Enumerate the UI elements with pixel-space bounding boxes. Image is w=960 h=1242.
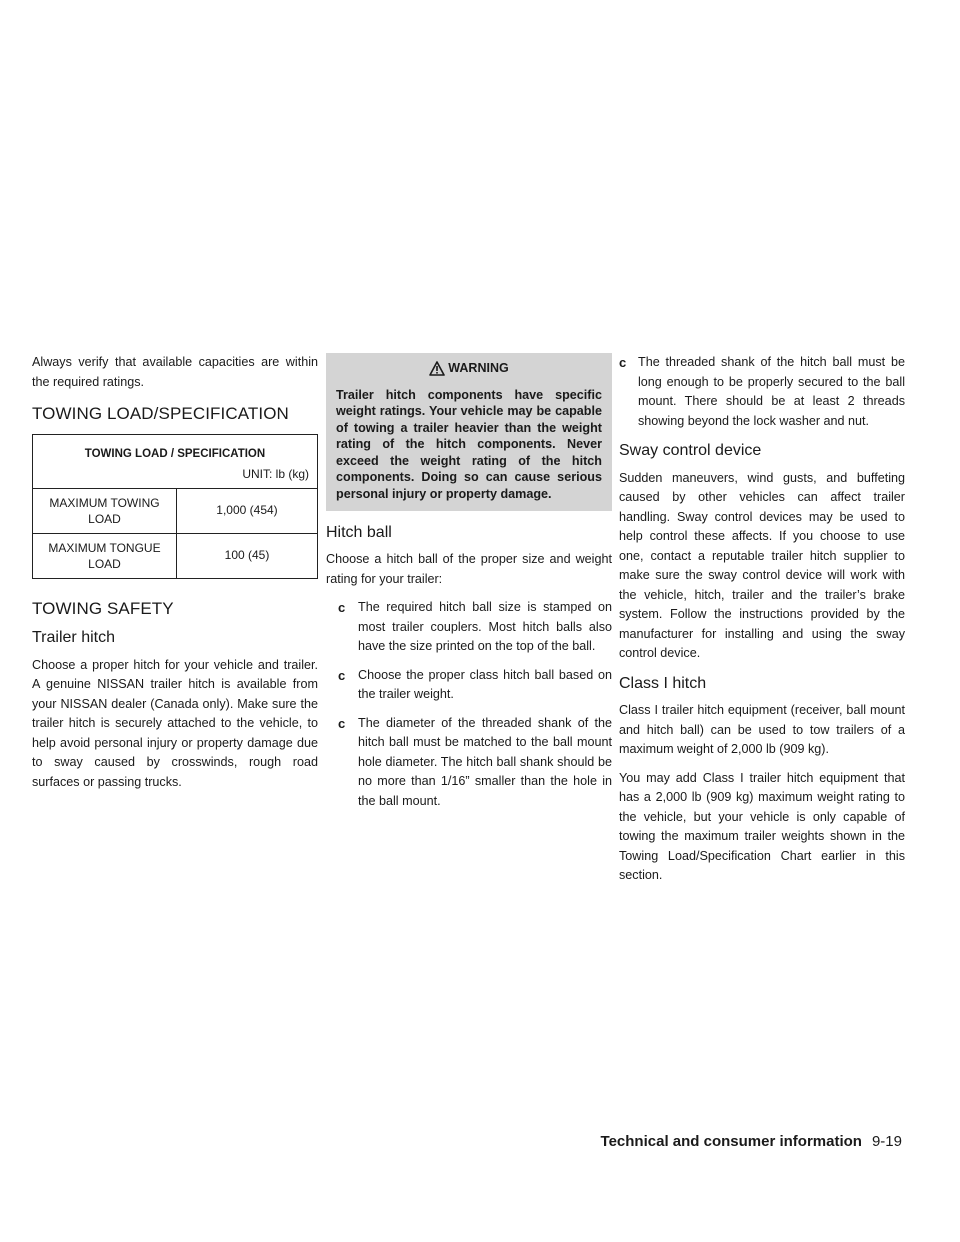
intro-text: Always verify that available capacities are within the required ratings. (32, 355, 318, 389)
footer-section-title: Technical and consumer information (600, 1133, 862, 1150)
bullet-icon: c (338, 715, 346, 731)
hitch-ball-list-continued (619, 353, 905, 431)
trailer-hitch-text: Choose a proper hitch for your vehicle and trailer. A genuine NISSAN trailer hitch is available from your NISSAN dealer (Canada only). Make sure the trailer hitch is securely attached to the vehicle, to help avoid personal injury or property damage due to sway caused by crosswinds, rough road surfaces or passing trucks. (32, 657, 318, 789)
list-item (326, 666, 612, 705)
warning-header (336, 359, 602, 379)
list-item-text: Choose the proper class hitch ball based on the trailer weight. (358, 667, 612, 702)
page-footer (601, 1133, 902, 1150)
class-hitch-text-1: Class I trailer hitch equipment (receiver, ball mount and hitch ball) can be used to tow trailers of a maximum weight of 2,000 lb (909 kg). (619, 703, 905, 756)
spec-label: MAXIMUM TOWING LOAD (33, 488, 177, 533)
page-number: 9-19 (871, 1133, 902, 1150)
bullet-icon: c (338, 600, 346, 616)
column-middle (326, 353, 612, 820)
sway-control-heading: Sway control device (619, 442, 762, 459)
bullet-icon: c (619, 355, 627, 370)
spec-table-unit: UNIT: lb (kg) (242, 467, 309, 481)
class-hitch-text-2: You may add Class I trailer hitch equipment that has a 2,000 lb (909 kg) maximum weight rating to the vehicle, but your vehicle is only capable of towing the maximum trailer weights shown in the Towing Load/Specification Chart earlier in this section. (619, 770, 905, 882)
hitch-ball-list (326, 598, 612, 811)
bullet-icon: c (338, 667, 346, 683)
list-item-text: The required hitch ball size is stamped on most trailer couplers. Most hitch balls also have the size printed on the top of the ball. (358, 600, 612, 654)
spec-value: 100 (45) (177, 533, 318, 578)
warning-triangle-icon (429, 361, 445, 376)
table-row (33, 488, 318, 533)
towing-load-heading: TOWING LOAD/SPECIFICATION (32, 404, 289, 423)
warning-box (326, 353, 612, 511)
hitch-ball-heading: Hitch ball (326, 523, 392, 541)
list-item-text: The threaded shank of the hitch ball must be long enough to be properly secured to the ball mount. There should be at least 2 threads showing beyond the lock washer and nut. (638, 355, 905, 428)
warning-text: Trailer hitch components have specific weight ratings. Your vehicle may be capable of towing a trailer heavier than the weight rating of the hitch components. Never exceed the weight rating of the hitch components. Doing so can cause serious personal injury or property damage. (336, 387, 602, 502)
column-right (619, 353, 905, 895)
trailer-hitch-heading: Trailer hitch (32, 629, 115, 646)
list-item (619, 353, 905, 431)
class-hitch-heading: Class I hitch (619, 674, 707, 692)
column-left (32, 353, 318, 801)
hitch-ball-intro: Choose a hitch ball of the proper size and weight rating for your trailer: (326, 552, 612, 586)
spec-value: 1,000 (454) (177, 488, 318, 533)
towing-safety-heading: TOWING SAFETY (32, 598, 174, 618)
sway-control-text: Sudden maneuvers, wind gusts, and buffeting caused by other vehicles can affect trailer handling. Sway control devices may be used to help control these affects. If you choose to use one, contact a reputable trailer hitch supplier to make sure the sway control device will work with the vehicle, hitch, trailer and the trailer’s brake system. Follow the instructions provided by the manufacturer for installing and using the sway control device. (619, 470, 905, 660)
spec-table-title: TOWING LOAD / SPECIFICATION (84, 448, 266, 460)
warning-title: WARNING (448, 361, 509, 375)
towing-spec-table (32, 434, 318, 579)
list-item-text: The diameter of the threaded shank of the hitch ball must be matched to the ball mount hole diameter. The hitch ball shank should be no more than 1/16” smaller than the hole in the ball mount. (358, 715, 612, 808)
table-row (33, 533, 318, 578)
list-item (326, 598, 612, 657)
list-item (326, 714, 612, 812)
spec-table-header (33, 434, 318, 488)
spec-label: MAXIMUM TONGUE LOAD (33, 533, 177, 578)
